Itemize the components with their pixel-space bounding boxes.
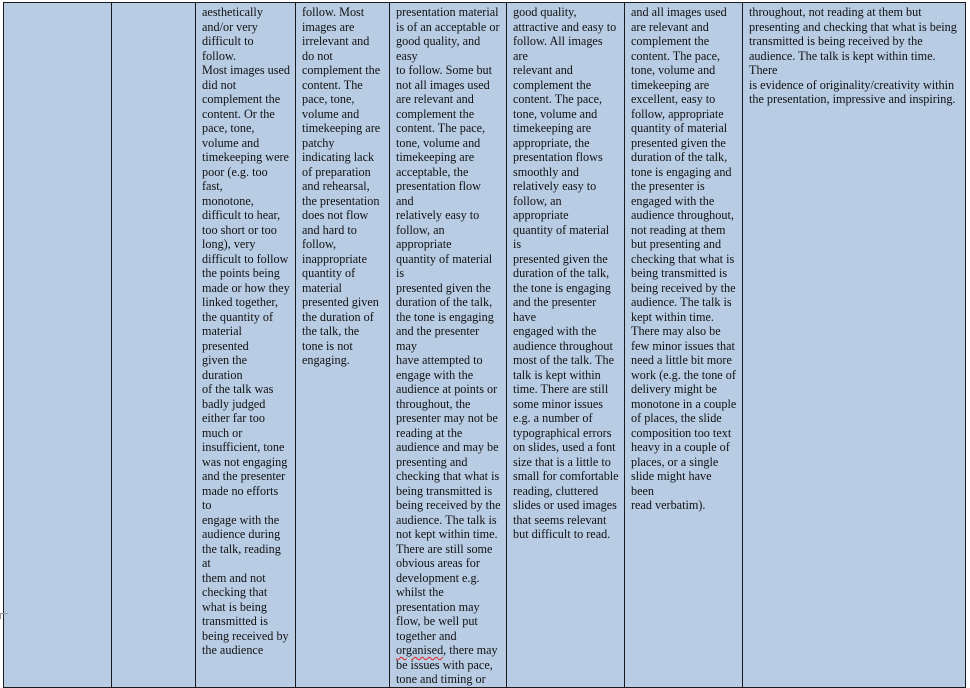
cell-text-before: presentation material is of an acceptable or good quality, and easy to follow. Some but not all images used are relevant and complement the content. The pace, tone, volume and timekeeping are acceptable, the presentation flow and relatively easy to follow, an appropriate quantity of material is presented given the duration of the talk, the tone is engaging and the presenter may have attempted to engage with the audience at points or throughout, the presenter may not be reading at the audience and may be presenting and checking that what is being transmitted is being received by the audience. The talk is not kept within time. There are still some obvious areas for development e.g. whilst the presentation may flow, be well put together and (396, 5, 501, 643)
rubric-cell-empty-1[interactable] (4, 3, 112, 688)
rubric-cell-good[interactable] (507, 3, 625, 688)
table-row (4, 3, 966, 688)
rubric-cell-acceptable[interactable] (390, 3, 507, 688)
rubric-cell-poor[interactable] (196, 3, 296, 688)
assessment-rubric-table (3, 2, 966, 688)
cell-text: throughout, not reading at them but presenting and checking that what is being transmitted is being received by the audience. The talk is kept within time. There is evidence of originality/creativity within the presentation, impressive and inspiring. (749, 5, 957, 106)
spellcheck-flagged-word[interactable]: organised (396, 643, 444, 657)
rubric-cell-weak[interactable] (296, 3, 390, 688)
rubric-cell-empty-2[interactable] (112, 3, 196, 688)
rubric-cell-excellent[interactable] (743, 3, 966, 688)
rubric-cell-very-good[interactable] (625, 3, 743, 688)
cell-text: good quality, attractive and easy to follow. All images are relevant and complement the content. The pace, tone, volume and timekeeping are appropriate, the presentation flows smoothly and relatively easy to follow, an appropriate quantity of material is presented given the duration of the talk, the tone is engaging and the presenter have engaged with the audience throughout most of the talk. The talk is kept within time. There are still some minor issues e.g. a number of typographical errors on slides, used a font size that is a little to small for comfortable reading, cluttered slides or used images that seems relevant but difficult to read. (513, 5, 619, 541)
page-corner-mark (0, 613, 8, 619)
cell-text: follow. Most images are irrelevant and do not complement the content. The pace, tone, volume and timekeeping are patchy indicating lack of preparation and rehearsal, the presentation does not flow and hard to follow, inappropriate quantity of material presented given the duration of the talk, the tone is not engaging. (302, 5, 381, 367)
cell-text: and all images used are relevant and complement the content. The pace, tone, volume and timekeeping are excellent, easy to follow, appropriate quantity of material presented given the duration of the talk, tone is engaging and the presenter is engaged with the audience throughout, not reading at them but presenting and checking that what is being transmitted is being received by the audience. The talk is kept within time. There may also be few minor issues that need a little bit more work (e.g. the tone of delivery might be monotone in a couple of places, the slide composition too text heavy in a couple of places, or a single slide might have been read verbatim). (631, 5, 737, 512)
cell-text-after: , there may be issues with pace, tone and timing or (396, 643, 498, 686)
cell-text: aesthetically and/or very difficult to follow. Most images used did not complement the content. Or the pace, tone, volume and timekeeping were poor (e.g. too fast, monotone, difficult to hear, too short or too long), very difficult to follow the points being made or how they linked together, the quantity of material presented given the duration of the talk was badly judged either far too much or insufficient, tone was not engaging and the presenter made no efforts to engage with the audience during the talk, reading at them and not checking that what is being transmitted is being received by the audience (202, 5, 291, 657)
cell-text (396, 5, 501, 687)
